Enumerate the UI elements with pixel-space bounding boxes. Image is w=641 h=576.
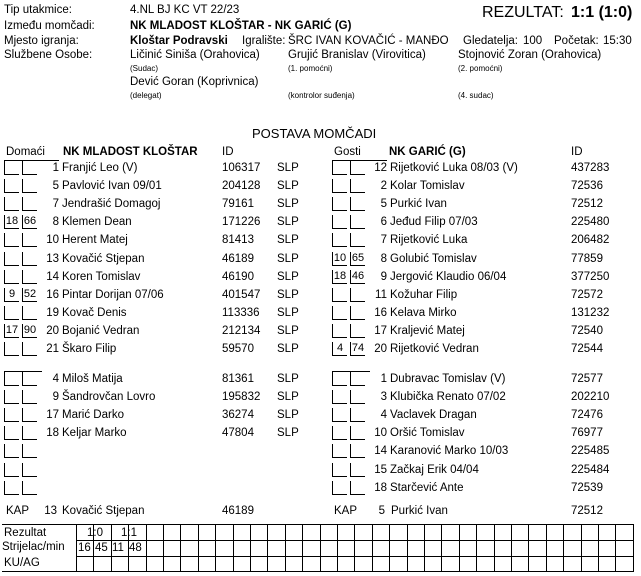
home-starters-player-reg: SLP [277, 216, 299, 229]
grid-column-line [546, 524, 547, 571]
rezultat-value: 1:1 (1:0) [571, 4, 633, 21]
home-starters-player-reg: SLP [277, 180, 299, 193]
away-subs-minute-box-a [332, 390, 347, 404]
home-starters-player-id: 46190 [222, 270, 254, 283]
grid-line-top [2, 524, 634, 525]
home-subs-player-reg: SLP [277, 409, 299, 422]
away-starters-minute-box-a [332, 197, 347, 211]
away-starters-minute-box-b: 46 [351, 269, 365, 282]
away-starters-minute-box-b [350, 179, 365, 193]
grid-column-line [407, 524, 408, 571]
away-subs-player-name: Oršić Tomislav [390, 427, 465, 440]
home-subs-player-id: 81361 [222, 373, 254, 385]
away-subs-minute-box-a [332, 463, 347, 477]
grid-column-line [581, 524, 582, 571]
away-starters-player-name: Jeđud Filip 07/03 [390, 216, 478, 229]
grid-column-line [250, 524, 251, 571]
grid-column-line [563, 524, 564, 571]
home-starters-minute-box-a: 18 [5, 215, 19, 228]
grid-column-line [424, 524, 425, 571]
home-starters-shirt-number: 1 [52, 162, 59, 174]
grid-column-line [459, 524, 460, 571]
home-starters-shirt-number: 16 [46, 288, 59, 301]
grid-column-line [320, 524, 321, 571]
away-subs-minute-box-b [350, 372, 365, 386]
grid-column-line [528, 524, 529, 571]
away-starters-minute-box-a [332, 161, 347, 175]
home-subs-minute-box-b [22, 426, 37, 440]
official-role-5: (kontrolor suđenja) [288, 91, 355, 100]
grid-column-line [598, 524, 599, 571]
away-team-name: NK GARIĆ (G) [389, 146, 466, 158]
home-starters-minute-box-b [22, 233, 37, 247]
grid-line-bottom [2, 571, 634, 572]
grid-column-line [633, 524, 634, 571]
home-subs-player-id: 195832 [222, 391, 261, 404]
grid-column-line [215, 524, 216, 571]
away-starters-minute-box-a [332, 179, 347, 193]
home-subs-minute-box-b [22, 463, 37, 477]
home-starters-player-id: 171226 [222, 216, 261, 229]
home-starters-player-id: 106317 [222, 162, 261, 174]
away-starters-shirt-number: 17 [374, 324, 387, 337]
pocetak-value: 15:30 [603, 35, 632, 47]
away-starters-minute-box-b [350, 306, 365, 320]
grid-column-line [180, 524, 181, 571]
home-subs-player-id: 47804 [222, 427, 254, 440]
away-starters-shirt-number: 12 [374, 162, 387, 174]
home-starters-shirt-number: 13 [46, 252, 59, 265]
away-subs-minute-box-a [332, 444, 347, 458]
home-id-header: ID [222, 146, 234, 158]
away-starters-shirt-number: 7 [380, 234, 387, 247]
home-starters-minute-box-a [4, 233, 19, 247]
away-subs-minute-box-b [350, 426, 365, 440]
home-kap-name: Kovačić Stjepan [62, 505, 145, 517]
away-starters-minute-box-a [332, 288, 347, 302]
home-starters-player-name: Kovač Denis [62, 306, 127, 319]
home-starters-minute-box-a [4, 270, 19, 284]
home-starters-shirt-number: 19 [46, 306, 59, 319]
home-subs-shirt-number: 17 [46, 409, 59, 422]
grid-column-line [146, 524, 147, 571]
home-starters-player-reg: SLP [277, 270, 299, 283]
away-subs-player-name: Starčević Ante [390, 481, 464, 494]
away-starters-shirt-number: 2 [380, 180, 387, 193]
home-starters-minute-box-b [22, 197, 37, 211]
away-starters-minute-box-b: 65 [351, 251, 365, 264]
away-starters-minute-box-b [350, 215, 365, 229]
igraliste-value: ŠRC IVAN KOVAČIĆ - MANĐO [288, 35, 449, 47]
home-subs-minute-box-b [22, 444, 37, 458]
away-starters-minute-box-b: 74 [351, 342, 365, 354]
home-subs-player-name: Keljar Marko [62, 427, 127, 440]
official-name-4: Dević Goran (Koprivnica) [130, 76, 259, 88]
match-teams: NK MLADOST KLOŠTAR - NK GARIĆ (G) [130, 20, 352, 32]
away-starters-minute-box-a: 10 [333, 251, 347, 264]
away-subs-player-id: 72476 [571, 409, 603, 422]
grid-column-line [233, 524, 234, 571]
rezultat-label: REZULTAT: [482, 4, 564, 21]
home-starters-player-id: 401547 [222, 288, 261, 301]
home-starters-minute-box-b: 90 [23, 323, 37, 336]
away-starters-shirt-number: 8 [380, 252, 387, 265]
home-subs-minute-box-a [4, 408, 19, 422]
away-starters-player-name: Golubić Tomislav [390, 252, 477, 265]
away-starters-player-name: Rijetković Luka 08/03 (V) [390, 162, 518, 174]
home-starters-player-name: Kovačić Stjepan [62, 252, 145, 265]
home-starters-player-reg: SLP [277, 162, 299, 174]
grid-column-line [354, 524, 355, 571]
official-role-6: (4. sudac) [458, 91, 494, 100]
away-starters-minute-box-a: 18 [333, 269, 347, 282]
home-subs-minute-box-a [4, 444, 19, 458]
grid-column-line [267, 524, 268, 571]
home-starters-player-reg: SLP [277, 252, 299, 265]
away-starters-player-id: 72544 [571, 343, 603, 355]
away-starters-player-name: Rijetković Luka [390, 234, 468, 247]
away-subs-shirt-number: 15 [374, 463, 387, 476]
grid-column-line [76, 524, 77, 571]
home-starters-minute-box-a [4, 306, 19, 320]
home-starters-minute-box-a [4, 197, 19, 211]
home-subs-player-id: 36274 [222, 409, 254, 422]
home-starters-player-reg: SLP [277, 234, 299, 247]
home-starters-minute-box-b [22, 270, 37, 284]
home-starters-player-reg: SLP [277, 198, 299, 211]
away-subs-minute-box-a [332, 372, 347, 386]
away-subs-player-name: Začkaj Erik 04/04 [390, 463, 479, 476]
official-name-2: Grujić Branislav (Virovitica) [288, 49, 426, 61]
away-subs-player-name: Klubička Renato 07/02 [390, 391, 506, 404]
home-subs-minute-box-b [22, 372, 37, 386]
home-starters-minute-box-b: 52 [23, 287, 37, 300]
home-starters-player-id: 59570 [222, 343, 254, 355]
home-starters-player-id: 46189 [222, 252, 254, 265]
home-starters-player-name: Pavlović Ivan 09/01 [62, 180, 162, 193]
away-starters-minute-box-a: 4 [332, 342, 347, 356]
home-team-name: NK MLADOST KLOŠTAR [63, 146, 198, 158]
strijelac-row-label: Strijelac/min [2, 541, 65, 553]
away-starters-shirt-number: 5 [380, 198, 387, 211]
home-starters-player-name: Herent Matej [62, 234, 128, 247]
home-starters-minute-box-a [4, 179, 19, 193]
away-starters-player-name: Rijetković Vedran [390, 343, 479, 355]
home-starters-player-reg: SLP [277, 288, 299, 301]
igraliste-label: Igralište: [242, 35, 286, 47]
away-starters-player-id: 72512 [571, 198, 603, 211]
izmedju-label: Između momčadi: [4, 20, 95, 32]
home-subs-player-name: Šandrovčan Lovro [62, 391, 156, 404]
away-starters-minute-box-a [332, 324, 347, 338]
home-subs-shirt-number: 18 [46, 427, 59, 440]
home-starters-player-id: 79161 [222, 198, 254, 211]
away-kap-label: KAP [334, 505, 358, 517]
sluzbene-label: Službene Osobe: [4, 49, 93, 61]
official-role-4: (delegat) [130, 91, 162, 100]
grid-column-line [511, 524, 512, 571]
away-subs-minute-box-b [350, 444, 365, 458]
away-starters-minute-box-a [332, 233, 347, 247]
away-starters-minute-box-b [350, 197, 365, 211]
grid-scorer-4: 48 [129, 542, 142, 554]
away-starters-shirt-number: 9 [380, 270, 387, 283]
home-starters-shirt-number: 5 [52, 180, 59, 193]
away-starters-minute-box-b [350, 233, 365, 247]
home-starters-player-name: Klemen Dean [62, 216, 132, 229]
home-subs-minute-box-a [4, 372, 19, 386]
home-starters-player-reg: SLP [277, 306, 299, 319]
home-starters-shirt-number: 10 [46, 234, 59, 247]
grid-column-line [163, 524, 164, 571]
away-subs-player-id: 202210 [571, 391, 610, 404]
home-starters-shirt-number: 14 [46, 270, 59, 283]
away-subs-player-name: Dubravac Tomislav (V) [390, 373, 506, 385]
home-kap-label: KAP [6, 505, 30, 517]
away-starters-player-id: 131232 [571, 306, 610, 319]
kuag-row-label: KU/AG [4, 557, 40, 569]
home-starters-shirt-number: 7 [52, 198, 59, 211]
home-subs-minute-box-a [4, 426, 19, 440]
away-starters-player-id: 437283 [571, 162, 610, 174]
rezultat-row-label: Rezultat [4, 527, 47, 539]
away-subs-shirt-number: 3 [380, 391, 387, 404]
home-starters-player-name: Jendrašić Domagoj [62, 198, 161, 211]
grid-column-line [441, 524, 442, 571]
away-starters-shirt-number: 20 [374, 343, 387, 355]
official-role-1: (Sudac) [130, 64, 159, 73]
away-subs-minute-box-b [350, 408, 365, 422]
home-subs-shirt-number: 9 [52, 391, 59, 404]
away-subs-minute-box-b [350, 463, 365, 477]
home-starters-minute-box-a: 9 [4, 288, 19, 302]
home-starters-player-name: Škaro Filip [62, 343, 117, 355]
official-name-3: Stojnović Zoran (Orahovica) [458, 49, 602, 61]
home-starters-player-reg: SLP [277, 324, 299, 337]
home-starters-minute-box-b [22, 252, 37, 266]
away-starters-minute-box-b [350, 324, 365, 338]
home-starters-minute-box-a [4, 252, 19, 266]
away-subs-minute-box-a [332, 481, 347, 495]
home-starters-player-name: Pintar Dorijan 07/06 [62, 288, 164, 301]
tip-value: 4.NL BJ KC VT 22/23 [130, 4, 240, 16]
grid-result-2: 1:1 [121, 527, 137, 539]
away-starters-player-name: Kraljević Matej [390, 324, 465, 337]
home-subs-minute-box-b [22, 408, 37, 422]
grid-column-line [389, 524, 390, 571]
home-starters-player-id: 212134 [222, 324, 261, 337]
away-starters-player-id: 225480 [571, 216, 610, 229]
away-subs-player-id: 76977 [571, 427, 603, 440]
home-starters-minute-box-a [4, 342, 19, 356]
away-subs-player-id: 225484 [571, 463, 610, 476]
home-starters-player-id: 204128 [222, 180, 261, 193]
away-starters-player-name: Kelava Mirko [390, 306, 457, 319]
gledatelja-value: 100 [523, 35, 543, 47]
away-subs-shirt-number: 4 [380, 409, 387, 422]
home-kap-number: 13 [44, 505, 57, 517]
grid-scorer-3: 11 [112, 542, 124, 554]
away-starters-player-id: 77859 [571, 252, 603, 265]
home-kap-id: 46189 [222, 505, 254, 517]
home-subs-minute-box-a [4, 390, 19, 404]
home-subs-player-reg: SLP [277, 391, 299, 404]
away-subs-shirt-number: 10 [374, 427, 387, 440]
official-name-1: Ličinić Siniša (Orahovica) [130, 49, 260, 61]
home-subs-minute-box-a [4, 481, 19, 495]
official-role-2: (1. pomoćni) [288, 64, 333, 73]
away-subs-player-id: 225485 [571, 445, 610, 458]
away-starters-player-name: Kožuhar Filip [390, 288, 458, 301]
grid-column-line [337, 524, 338, 571]
home-starters-minute-box-a [4, 161, 19, 175]
away-subs-minute-box-b [350, 481, 365, 495]
home-starters-player-name: Bojanić Vedran [62, 324, 140, 337]
away-starters-minute-box-b [350, 288, 365, 302]
pocetak-label: Početak: [554, 35, 599, 47]
away-starters-player-id: 72536 [571, 180, 603, 193]
grid-column-line [302, 524, 303, 571]
home-starters-shirt-number: 20 [46, 324, 59, 337]
grid-scorer-1: 16 [78, 542, 91, 554]
home-subs-minute-box-a [4, 463, 19, 477]
grid-column-line [198, 524, 199, 571]
away-starters-shirt-number: 16 [374, 306, 387, 319]
tip-label: Tip utakmice: [4, 4, 72, 16]
home-starters-player-reg: SLP [277, 343, 299, 355]
away-starters-shirt-number: 6 [380, 216, 387, 229]
away-starters-minute-box-a [332, 215, 347, 229]
away-starters-player-id: 72540 [571, 324, 603, 337]
home-starters-minute-box-b [22, 306, 37, 320]
away-subs-player-id: 72577 [571, 373, 603, 385]
away-subs-shirt-number: 1 [380, 373, 387, 385]
home-starters-player-id: 113336 [222, 306, 260, 319]
grid-scorer-2: 45 [95, 542, 108, 554]
home-subs-minute-box-b [22, 481, 37, 495]
away-kap-id: 72512 [571, 505, 603, 517]
away-starters-player-name: Jergović Klaudio 06/04 [390, 270, 507, 283]
home-subs-player-name: Miloš Matija [62, 373, 123, 385]
away-subs-shirt-number: 18 [374, 481, 387, 494]
home-subs-player-reg: SLP [277, 427, 299, 440]
mjesto-value: Kloštar Podravski [130, 35, 228, 47]
home-starters-minute-box-b [22, 179, 37, 193]
home-subs-shirt-number: 4 [52, 373, 59, 385]
grid-column-line [476, 524, 477, 571]
home-starters-minute-box-b: 66 [23, 215, 37, 228]
away-starters-player-id: 206482 [571, 234, 610, 247]
grid-line-2 [76, 556, 634, 557]
away-starters-player-name: Purkić Ivan [390, 198, 447, 211]
away-subs-minute-box-a [332, 426, 347, 440]
grid-column-line [615, 524, 616, 571]
away-starters-minute-box-b [350, 161, 365, 175]
home-starters-shirt-number: 21 [46, 343, 59, 355]
home-starters-minute-box-b [22, 342, 37, 356]
grid-column-line [285, 524, 286, 571]
away-subs-shirt-number: 14 [374, 445, 387, 458]
home-side-label: Domaći [6, 146, 45, 158]
away-id-header: ID [571, 146, 583, 158]
away-kap-name: Purkić Ivan [391, 505, 448, 517]
away-subs-minute-box-b [350, 390, 365, 404]
grid-column-line [372, 524, 373, 571]
home-starters-player-name: Franjić Leo (V) [62, 162, 138, 174]
away-subs-player-id: 72539 [571, 481, 603, 494]
home-starters-player-name: Koren Tomislav [62, 270, 141, 283]
home-subs-minute-box-b [22, 390, 37, 404]
grid-line-1 [76, 540, 634, 541]
home-starters-shirt-number: 8 [52, 216, 59, 229]
away-starters-minute-box-a [332, 306, 347, 320]
away-starters-player-id: 377250 [571, 270, 610, 283]
postava-title: POSTAVA MOMČADI [252, 126, 377, 141]
home-starters-minute-box-a: 17 [5, 323, 19, 336]
home-subs-player-name: Marić Darko [62, 409, 124, 422]
home-starters-player-id: 81413 [222, 234, 254, 247]
away-subs-minute-box-a [332, 408, 347, 422]
away-starters-player-id: 72572 [571, 288, 603, 301]
gledatelja-label: Gledatelja: [463, 35, 518, 47]
away-side-label: Gosti [334, 146, 361, 158]
away-subs-player-name: Vaclavek Dragan [390, 409, 477, 422]
mjesto-label: Mjesto igranja: [4, 35, 79, 47]
grid-result-1: 1:0 [87, 527, 103, 539]
away-starters-player-name: Kolar Tomislav [390, 180, 465, 193]
grid-column-line [494, 524, 495, 571]
away-kap-number: 5 [378, 505, 385, 517]
away-subs-player-name: Karanović Marko 10/03 [390, 445, 509, 458]
home-subs-player-reg: SLP [277, 373, 299, 385]
away-starters-shirt-number: 11 [375, 288, 387, 301]
home-starters-minute-box-b [22, 161, 37, 175]
official-role-3: (2. pomoćni) [458, 64, 503, 73]
